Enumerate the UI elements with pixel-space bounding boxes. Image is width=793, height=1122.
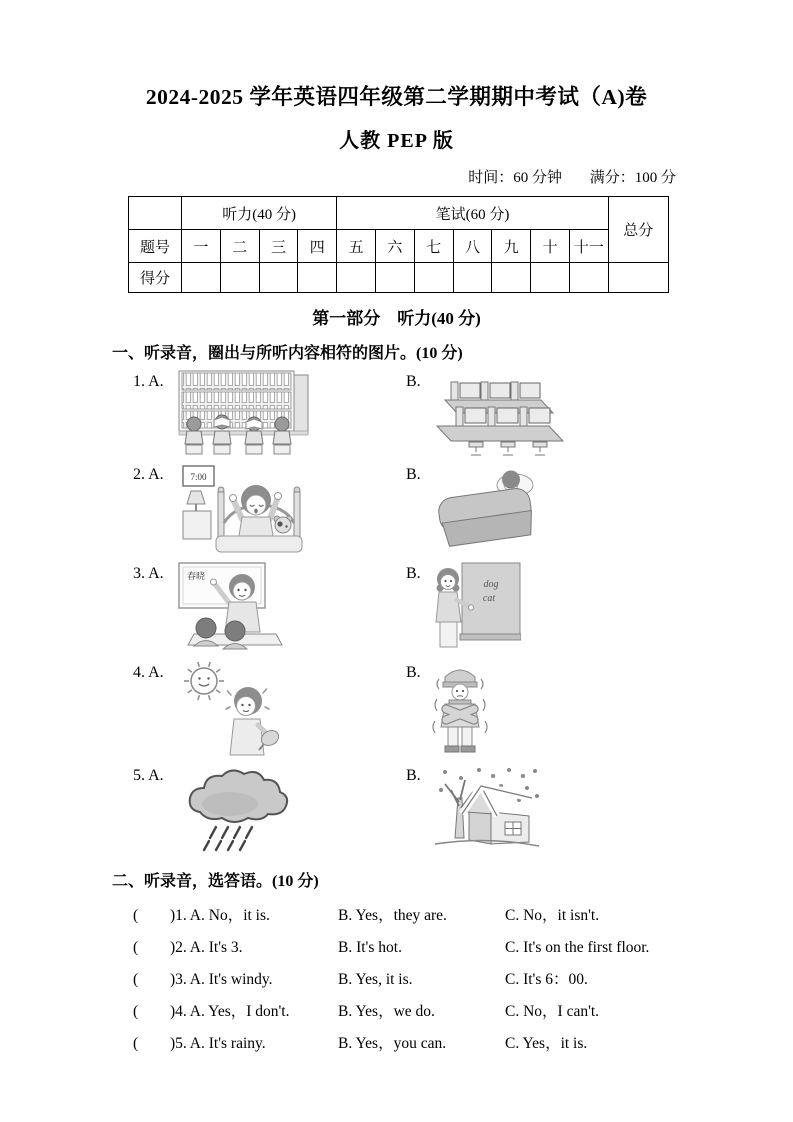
chinese-class-image xyxy=(178,562,290,654)
sleeping-boy-head xyxy=(502,471,520,492)
score-table xyxy=(128,196,669,293)
english-class-image xyxy=(431,562,521,654)
q5-option-a-label: 5. A. xyxy=(133,767,164,784)
score-blank-cell xyxy=(569,263,608,293)
front-row-computers xyxy=(456,407,550,426)
rain-drops xyxy=(204,827,252,850)
option-c: C. No，I can't. xyxy=(505,1003,600,1020)
answer-blank-paren: ( xyxy=(133,1003,139,1020)
option-b: B. Yes, it is. xyxy=(338,971,413,988)
chairs xyxy=(469,442,547,455)
question-number-cell: 七 xyxy=(414,230,453,263)
waking-girl xyxy=(230,485,282,536)
board-poem-text: 春晓 xyxy=(187,571,206,581)
library-reading-image xyxy=(178,370,311,456)
lamp xyxy=(187,491,205,504)
hot-sunny-image xyxy=(178,661,283,757)
cold-shivering-image xyxy=(431,661,489,757)
q1-option-b-label: B. xyxy=(406,373,421,390)
score-blank-cell xyxy=(337,263,376,293)
answer-blank-paren: ( xyxy=(133,907,139,924)
computer-room-image xyxy=(431,370,564,456)
picture-question-5 xyxy=(133,764,793,852)
answer-blank-paren: ( xyxy=(133,1035,139,1052)
q4-option-a-label: 4. A. xyxy=(133,664,164,681)
q2-option-a-label: 2. A. xyxy=(133,466,164,483)
option-c: C. No，it isn't. xyxy=(505,907,600,924)
page-subtitle: 人教 PEP 版 xyxy=(339,130,454,152)
answer-row-3 xyxy=(133,970,793,989)
question-number-cell: 八 xyxy=(453,230,492,263)
q5-option-b-label: B. xyxy=(406,767,421,784)
answer-row-5 xyxy=(133,1034,793,1053)
total-score-header: 总分 xyxy=(608,197,668,263)
board-word-cat: cat xyxy=(482,593,496,604)
option-b: B. Yes，you can. xyxy=(338,1035,447,1052)
answer-row-4 xyxy=(133,1002,793,1021)
question-number-cell: 二 xyxy=(220,230,259,263)
snowy-house-image xyxy=(431,764,543,852)
option-a: )3. A. It's windy. xyxy=(170,971,273,988)
picture-question-2 xyxy=(133,463,793,555)
q2-option-b-label: B. xyxy=(406,466,421,483)
boy-sleeping-image xyxy=(431,463,539,547)
total-score-blank-cell xyxy=(608,263,668,293)
option-c: C. It's 6：00. xyxy=(505,971,588,988)
question-number-cell: 一 xyxy=(182,230,221,263)
part2-instruction: 二、听录音，选答语。(10 分) xyxy=(112,873,319,890)
girl-waking-up-image xyxy=(178,463,306,555)
sun xyxy=(184,662,224,700)
score-blank-cell xyxy=(531,263,570,293)
back-row-computers xyxy=(451,382,540,400)
board-word-dog: dog xyxy=(483,579,499,590)
board-ledge xyxy=(460,634,521,640)
q1-option-a-label: 1. A. xyxy=(133,373,164,390)
page-title: 2024-2025 学年英语四年级第二学期期中考试（A)卷 xyxy=(145,85,648,109)
option-a: )1. A. No，it is. xyxy=(170,907,270,924)
bed-blanket xyxy=(437,487,535,547)
picture-question-3 xyxy=(133,562,793,654)
listening-section-header: 听力(40 分) xyxy=(182,197,337,230)
written-section-header: 笔试(60 分) xyxy=(337,197,609,230)
option-b: B. Yes，they are. xyxy=(338,907,447,924)
option-a: )5. A. It's rainy. xyxy=(170,1035,266,1052)
answer-row-2 xyxy=(133,938,793,957)
house xyxy=(462,786,532,844)
picture-question-4 xyxy=(133,661,793,757)
score-row-label: 得分 xyxy=(129,263,182,293)
score-blank-cell xyxy=(492,263,531,293)
score-blank-cell xyxy=(298,263,337,293)
full-score-info: 满分：100 分 xyxy=(589,170,676,186)
question-number-cell: 五 xyxy=(337,230,376,263)
score-blank-cell xyxy=(375,263,414,293)
answer-blank-paren: ( xyxy=(133,939,139,956)
question-number-cell: 三 xyxy=(259,230,298,263)
option-a: )2. A. It's 3. xyxy=(170,939,243,956)
question-number-cell: 十一 xyxy=(569,230,608,263)
q3-option-b-label: B. xyxy=(406,565,421,582)
teddy-bear xyxy=(274,516,292,533)
rain-cloud-image xyxy=(178,764,296,852)
score-blank-cell xyxy=(182,263,221,293)
time-info: 时间：60 分钟 xyxy=(468,170,562,186)
sweating-boy xyxy=(226,687,281,755)
question-number-cell: 六 xyxy=(375,230,414,263)
option-c: C. It's on the first floor. xyxy=(505,939,650,956)
bundled-up-person xyxy=(441,670,479,752)
exam-meta xyxy=(0,166,676,187)
clock-time-text: 7:00 xyxy=(190,472,207,482)
part1-section-title: 第一部分 听力(40 分) xyxy=(312,309,481,328)
part1-instruction: 一、听录音，圈出与所听内容相符的图片。(10 分) xyxy=(112,345,463,362)
answer-blank-paren: ( xyxy=(133,971,139,988)
option-a: )4. A. Yes，I don't. xyxy=(170,1003,290,1020)
score-blank-cell xyxy=(259,263,298,293)
answer-row-1 xyxy=(133,906,793,925)
option-b: B. Yes，we do. xyxy=(338,1003,435,1020)
score-blank-cell xyxy=(453,263,492,293)
score-blank-cell xyxy=(220,263,259,293)
question-number-cell: 十 xyxy=(531,230,570,263)
score-table-corner-cell xyxy=(129,197,182,230)
question-number-row-label: 题号 xyxy=(129,230,182,263)
question-number-cell: 四 xyxy=(298,230,337,263)
q3-option-a-label: 3. A. xyxy=(133,565,164,582)
option-c: C. Yes，it is. xyxy=(505,1035,588,1052)
q4-option-b-label: B. xyxy=(406,664,421,681)
score-blank-cell xyxy=(414,263,453,293)
blanket xyxy=(216,536,302,552)
question-number-cell: 九 xyxy=(492,230,531,263)
option-b: B. It's hot. xyxy=(338,939,402,956)
picture-question-1 xyxy=(133,370,793,456)
